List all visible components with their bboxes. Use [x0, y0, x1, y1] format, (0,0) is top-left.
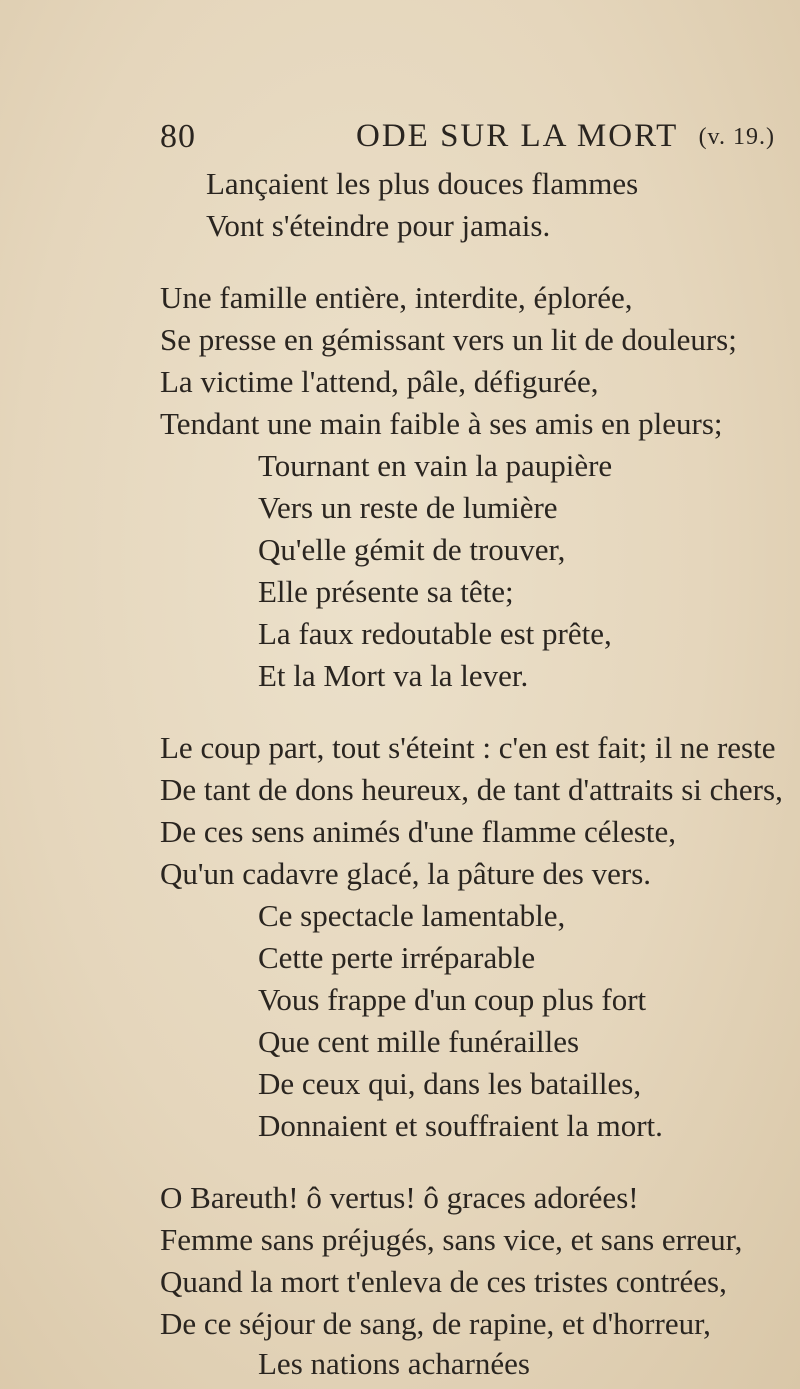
verse-line: Femme sans préjugés, sans vice, et sans erreur,: [160, 1222, 743, 1257]
verse-line: Tendant une main faible à ses amis en pleurs;: [160, 406, 723, 441]
verse-line: Tournant en vain la paupière: [258, 448, 613, 483]
verse-line: La faux redoutable est prête,: [258, 616, 612, 651]
running-title: ODE SUR LA MORT: [356, 118, 679, 154]
verse-line: De ceux qui, dans les batailles,: [258, 1066, 642, 1101]
verse-line: La victime l'attend, pâle, défigurée,: [160, 364, 599, 399]
verse-line: Et la Mort va la lever.: [258, 658, 529, 693]
verse-line: Quand la mort t'enleva de ces tristes contrées,: [160, 1264, 727, 1299]
verse-line: Vous frappe d'un coup plus fort: [258, 982, 647, 1017]
verse-line: Cette perte irréparable: [258, 940, 536, 975]
verse-line: Le coup part, tout s'éteint : c'en est fait; il ne reste: [160, 730, 776, 765]
verse-line: Donnaient et souffraient la mort.: [258, 1108, 663, 1143]
verse-line: Les nations acharnées: [258, 1346, 530, 1381]
page-header: [160, 118, 775, 162]
verse-line: Se presse en gémissant vers un lit de douleurs;: [160, 322, 737, 357]
verse-line: Elle présente sa tête;: [258, 574, 514, 609]
verse-line: De ce séjour de sang, de rapine, et d'horreur,: [160, 1306, 711, 1341]
verse-line: Lançaient les plus douces flammes: [206, 166, 639, 201]
verse-line: O Bareuth! ô vertus! ô graces adorées!: [160, 1180, 639, 1215]
verse-line: Qu'elle gémit de trouver,: [258, 532, 566, 567]
verse-line: Vers un reste de lumière: [258, 490, 558, 525]
verse-line: Une famille entière, interdite, éplorée,: [160, 280, 633, 315]
verse-line: Ce spectacle lamentable,: [258, 898, 566, 933]
verse-line: Qu'un cadavre glacé, la pâture des vers.: [160, 856, 652, 891]
verse-reference: (v. 19.): [698, 124, 775, 150]
verse-line: Vont s'éteindre pour jamais.: [206, 208, 551, 243]
verse-line: Que cent mille funérailles: [258, 1024, 580, 1059]
page-number: 80: [160, 118, 196, 155]
verse-line: De tant de dons heureux, de tant d'attraits si chers,: [160, 772, 783, 807]
verse-line: De ces sens animés d'une flamme céleste,: [160, 814, 677, 849]
